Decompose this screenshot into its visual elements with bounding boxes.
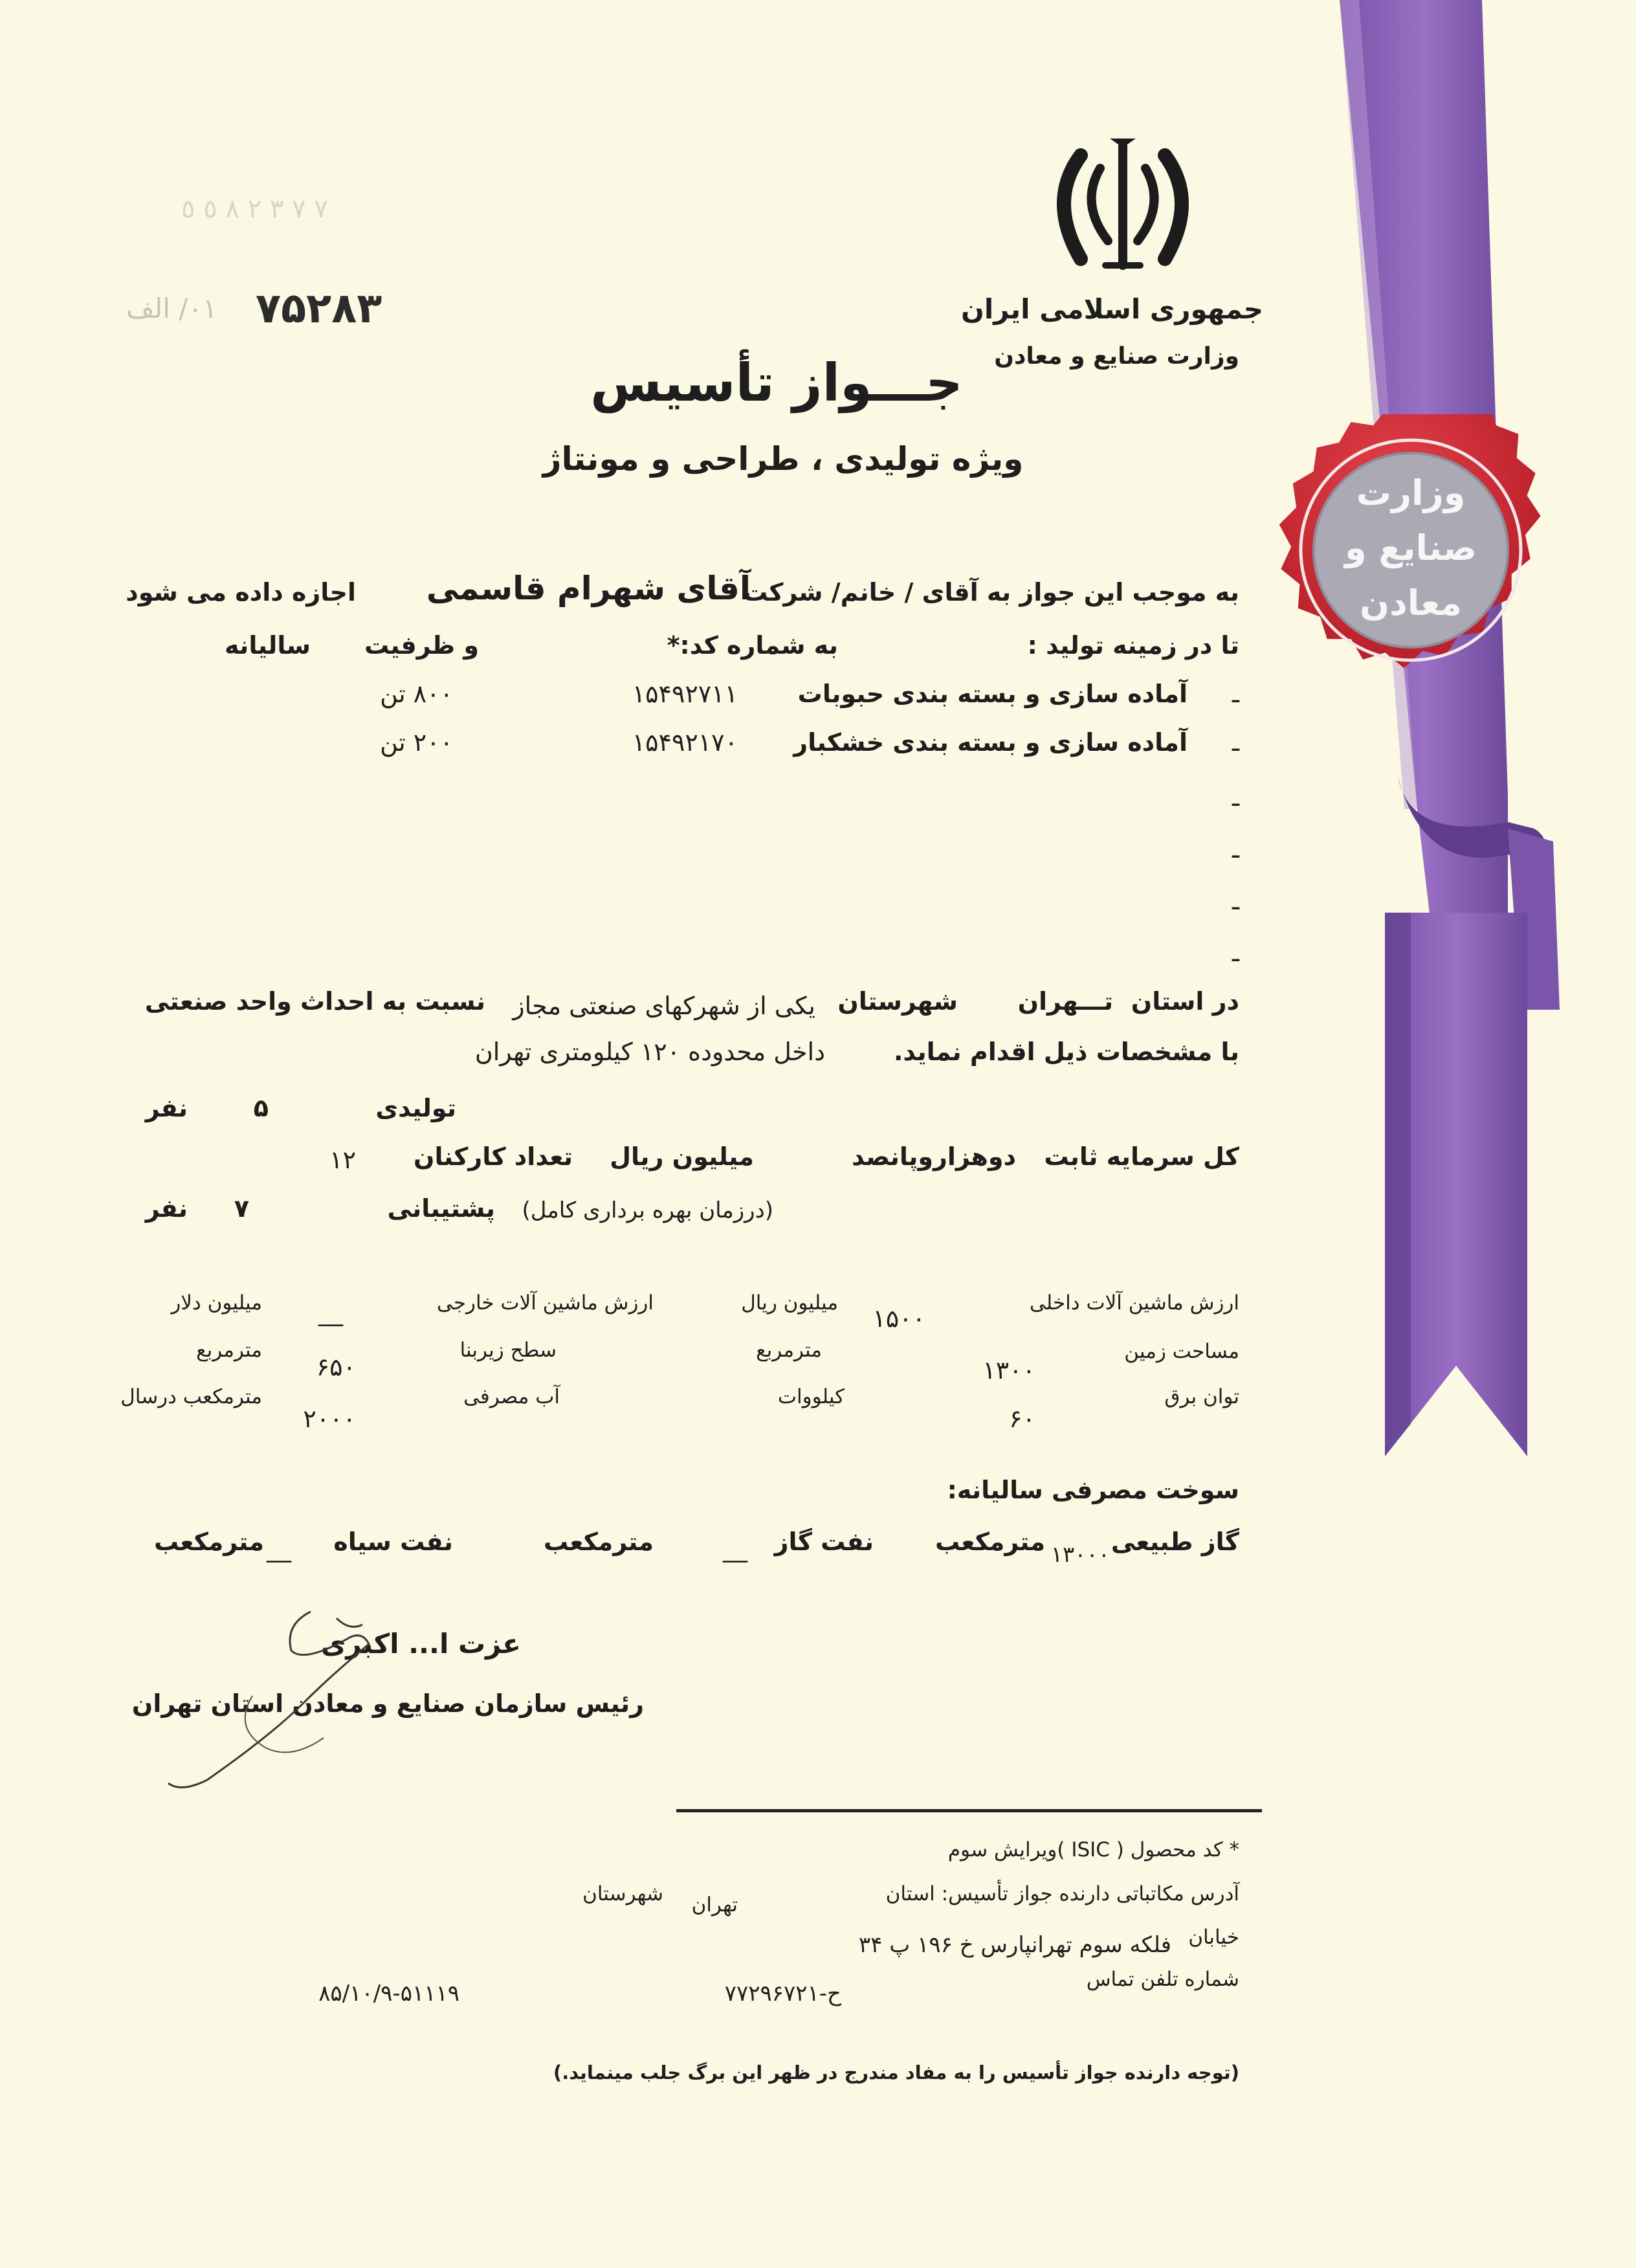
seal-text-line2: صنایع و (1344, 528, 1477, 568)
province-label: در استان (1131, 987, 1239, 1016)
production-field-label: تا در زمینه تولید : (1027, 631, 1239, 660)
fixed-capital-label: کل سرمایه ثابت (1044, 1142, 1239, 1171)
water-unit: مترمکعب درسال (120, 1385, 262, 1408)
address-province: تهران (691, 1893, 738, 1917)
row-dash: ـ (1232, 939, 1239, 967)
iran-emblem (1035, 129, 1210, 278)
faint-stamp: ٧ ٧ ٣ ٢ ٨ ٥ ٥ (181, 194, 328, 224)
person-unit: نفر (145, 1094, 188, 1122)
action-text-2: با مشخصات ذیل اقدام نماید. (893, 1038, 1239, 1066)
domestic-machinery-unit: میلیون ریال (741, 1291, 838, 1315)
province-value: تـــهران (1017, 987, 1113, 1016)
diesel-unit: مترمکعب (544, 1528, 654, 1556)
land-area-value: ۱۳۰۰ (982, 1356, 1035, 1384)
support-staff-count: ۷ (234, 1194, 249, 1223)
product-name: آماده سازی و بسته بندی حبوبات (797, 680, 1188, 708)
phone-value: ح-۷۷۲۹۶۷۲۱ (724, 1981, 841, 2007)
intro-text: به موجب این جواز به آقای / خانم/ شرکت (743, 578, 1239, 606)
product-code: ۱۵۴۹۲۱۷۰ (632, 728, 738, 757)
row-dash: ـ (1232, 887, 1239, 915)
building-area-value: ۶۵۰ (316, 1353, 356, 1381)
power-value: ۶۰ (1009, 1405, 1035, 1433)
product-name: آماده سازی و بسته بندی خشکبار (793, 728, 1188, 757)
power-unit: کیلووات (777, 1385, 845, 1408)
document-title: جـــواز تأسیس (590, 353, 963, 413)
fuel-oil-unit: مترمکعب (154, 1528, 264, 1556)
signatory-name: عزت ا... اکبری (320, 1628, 521, 1660)
fixed-capital-value: دوهزاروپانصد (852, 1142, 1016, 1171)
street-label: خیابان (1188, 1926, 1239, 1949)
fixed-capital-unit: میلیون ریال (610, 1142, 754, 1171)
foreign-machinery-unit: میلیون دلار (171, 1291, 262, 1315)
serial-prefix: ۰۱/ الف (126, 293, 217, 324)
row-dash: ـ (1232, 680, 1239, 708)
natural-gas-label: گاز طبیعی (1111, 1528, 1239, 1556)
permission-text: اجازه داده می شود (126, 578, 356, 606)
country-name: جمهوری اسلامی ایران (960, 293, 1263, 325)
action-text: نسبت به احداث واحد صنعتی (144, 987, 485, 1016)
diesel-label: نفت گاز (774, 1528, 874, 1556)
signatory-title: رئیس سازمان صنایع و معادن استان تهران (131, 1689, 644, 1718)
building-area-label: سطح زیربنا (459, 1339, 557, 1362)
workers-label: تعداد کارکنان (414, 1142, 573, 1171)
workers-count: ۱۲ (329, 1146, 356, 1174)
county-label: شهرستان (837, 987, 958, 1016)
reference-number: ۸۵/۱۰/۹-۵۱۱۱۹ (318, 1981, 459, 2007)
domestic-machinery-label: ارزش ماشین آلات داخلی (1029, 1291, 1239, 1315)
building-area-unit: مترمربع (196, 1339, 262, 1362)
product-capacity: ۲۰۰ تن (380, 728, 453, 757)
domestic-machinery-value: ۱۵۰۰ (872, 1304, 925, 1333)
natural-gas-value: ۱۳۰۰۰ (1050, 1542, 1110, 1568)
fuel-oil-value: __ (267, 1534, 291, 1562)
fuel-oil-label: نفت سیاه (333, 1528, 453, 1556)
code-label: به شماره کد:* (667, 631, 838, 660)
address-county-label: شهرستان (582, 1882, 663, 1906)
land-area-label: مساحت زمین (1124, 1340, 1239, 1363)
isic-note: * کد محصول ( ISIC )ویرایش سوم (947, 1838, 1239, 1862)
full-operation-note: (درزمان بهره برداری کامل) (522, 1197, 773, 1223)
serial-number: ۷۵۲۸۳ (256, 285, 382, 333)
foreign-machinery-value: __ (318, 1298, 343, 1326)
ribbon-decoration (1314, 0, 1586, 1476)
row-dash: ـ (1232, 835, 1239, 863)
person-unit: نفر (145, 1194, 188, 1223)
street-value: فلکه سوم تهرانپارس خ ۱۹۶ پ ۳۴ (858, 1932, 1171, 1958)
production-staff-label: تولیدی (375, 1094, 456, 1122)
phone-label: شماره تلفن تماس (1086, 1968, 1239, 1991)
seal-text-line1: وزارت (1356, 472, 1466, 513)
land-area-unit: مترمربع (756, 1339, 822, 1362)
yearly-label: سالیانه (225, 631, 311, 660)
water-label: آب مصرفی (463, 1385, 560, 1408)
natural-gas-unit: مترمکعب (935, 1528, 1045, 1556)
address-label: آدرس مکاتباتی دارنده جواز تأسیس: استان (885, 1882, 1239, 1906)
diesel-value: __ (723, 1534, 747, 1562)
signature-mark (155, 1599, 427, 1806)
document-subtitle: ویژه تولیدی ، طراحی و مونتاژ (542, 440, 1024, 478)
ministry-name: وزارت صنایع و معادن (994, 343, 1239, 370)
zone-limit: داخل محدوده ۱۲۰ کیلومتری تهران (474, 1038, 825, 1066)
row-dash: ـ (1232, 783, 1239, 812)
power-label: توان برق (1164, 1385, 1239, 1408)
production-staff-count: ۵ (253, 1094, 269, 1122)
product-capacity: ۸۰۰ تن (380, 680, 453, 708)
water-value: ۲۰۰۰ (303, 1405, 356, 1433)
footer-divider (676, 1809, 1262, 1812)
row-dash: ـ (1232, 728, 1239, 757)
product-code: ۱۵۴۹۲۷۱۱ (632, 680, 738, 708)
foreign-machinery-label: ارزش ماشین آلات خارجی (437, 1291, 654, 1315)
fuel-heading: سوخت مصرفی سالیانه: (947, 1476, 1239, 1504)
industrial-zone: یکی از شهرکهای صنعتی مجاز (513, 992, 815, 1020)
capacity-label: و ظرفیت (364, 631, 479, 660)
license-holder: آقای شهرام قاسمی (426, 570, 751, 607)
seal-text-line3: معادن (1360, 583, 1462, 623)
back-page-notice: (توجه دارنده جواز تأسیس را به مفاد مندرج در ظهر این برگ جلب مینماید.) (553, 2062, 1239, 2084)
support-staff-label: پشتیبانی (387, 1194, 495, 1223)
